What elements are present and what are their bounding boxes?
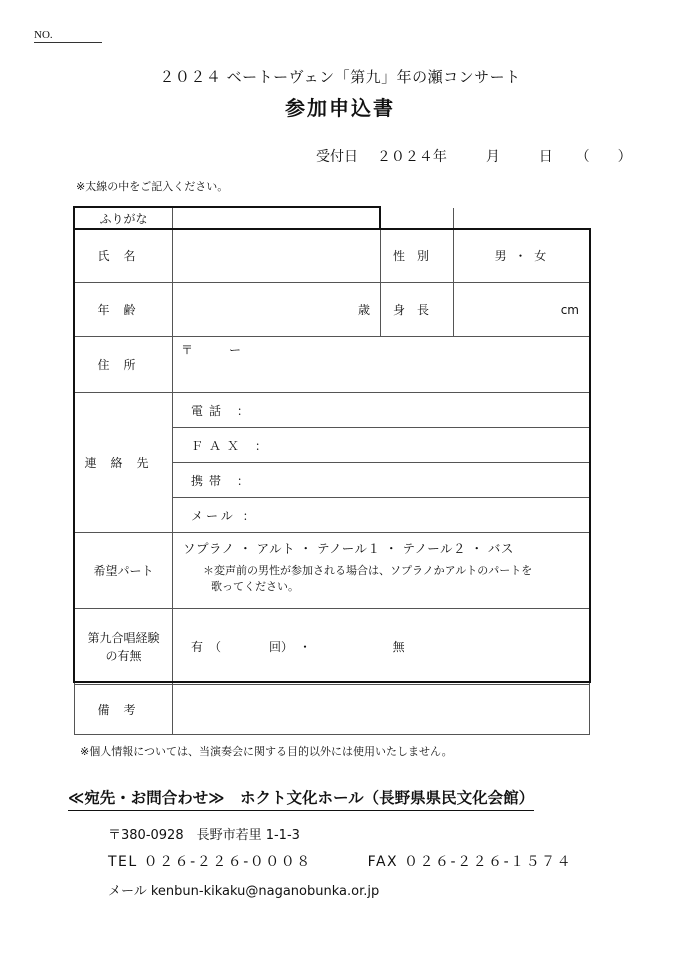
privacy-note: ※個人情報については、当演奏会に関する目的以外には使用いたしません。 (80, 745, 453, 758)
mobile-label: 携帯 ： (191, 473, 255, 488)
experience-label (75, 609, 173, 685)
fill-instruction: ※太線の中をご記入ください。 (76, 180, 229, 193)
received-date (316, 146, 632, 166)
fax-label: ＦＡＸ ： (191, 438, 273, 453)
experience-field[interactable] (173, 609, 590, 685)
address-field[interactable] (173, 337, 590, 393)
remarks-field[interactable] (173, 685, 590, 735)
height-field[interactable] (454, 283, 590, 337)
phone-label: 電話 ： (191, 403, 255, 418)
part-note-line1: ＊変声前の男性が参加される場合は、ソプラノかアルトのパートを (203, 564, 533, 577)
furigana-field[interactable] (173, 208, 454, 229)
address-label: 住所 (75, 337, 173, 393)
experience-yes: 有 （ 回） ・ (191, 640, 312, 654)
contact-label: 連絡先 (75, 393, 173, 533)
part-note (173, 557, 589, 595)
mobile-field[interactable] (173, 463, 590, 498)
experience-label-line2: の有無 (105, 648, 142, 663)
gender-label: 性別 (381, 229, 454, 283)
experience-no: 無 (392, 640, 405, 654)
application-form (74, 207, 590, 735)
remarks-label: 備考 (75, 685, 173, 735)
tel-number: TEL ０２６-２２６-０００８ (108, 854, 312, 870)
gender-options[interactable]: 男 ・ 女 (454, 229, 590, 283)
height-label: 身長 (381, 283, 454, 337)
postal-mark: 〒 ー (181, 343, 242, 357)
name-field[interactable] (173, 229, 381, 283)
age-field[interactable] (173, 283, 381, 337)
part-note-line2: 歌ってください。 (211, 580, 299, 593)
concert-title: ２０２４ ベートーヴェン「第九」年の瀬コンサート (159, 68, 521, 86)
postal-address: 〒380-0928 長野市若里 1-1-3 (108, 828, 300, 843)
received-month: 月 (485, 149, 500, 165)
fax-field[interactable] (173, 428, 590, 463)
received-year: ２０２４年 (376, 149, 447, 165)
tel-fax-line (108, 851, 572, 871)
age-unit: 歳 (357, 303, 370, 317)
form-number-label: NO. (34, 28, 102, 43)
email-field[interactable] (173, 498, 590, 533)
furigana-label: ふりがな (75, 208, 173, 229)
phone-field[interactable] (173, 393, 590, 428)
fax-number: FAX ０２６-２２６-１５７４ (367, 854, 573, 870)
received-label: 受付日 (316, 149, 358, 165)
part-field[interactable] (173, 533, 590, 609)
received-day: 日 (538, 149, 553, 165)
page-title: 参加申込書 (285, 96, 395, 120)
contact-email[interactable]: メール kenbun-kikaku@naganobunka.or.jp (108, 884, 380, 899)
part-options: ソプラノ ・ アルト ・ テノール１ ・ テノール２ ・ バス (183, 541, 514, 556)
experience-label-line1: 第九合唱経験 (87, 630, 160, 645)
received-weekday: （ ） (575, 149, 632, 165)
destination-heading: ≪宛先・お問合わせ≫ ホクト文化ホール（長野県県民文化会館） (68, 786, 534, 811)
height-unit: cm (560, 302, 579, 317)
part-label: 希望パート (75, 533, 173, 609)
email-label: メール ： (191, 508, 258, 523)
age-label: 年齢 (75, 283, 173, 337)
name-label: 氏名 (75, 229, 173, 283)
